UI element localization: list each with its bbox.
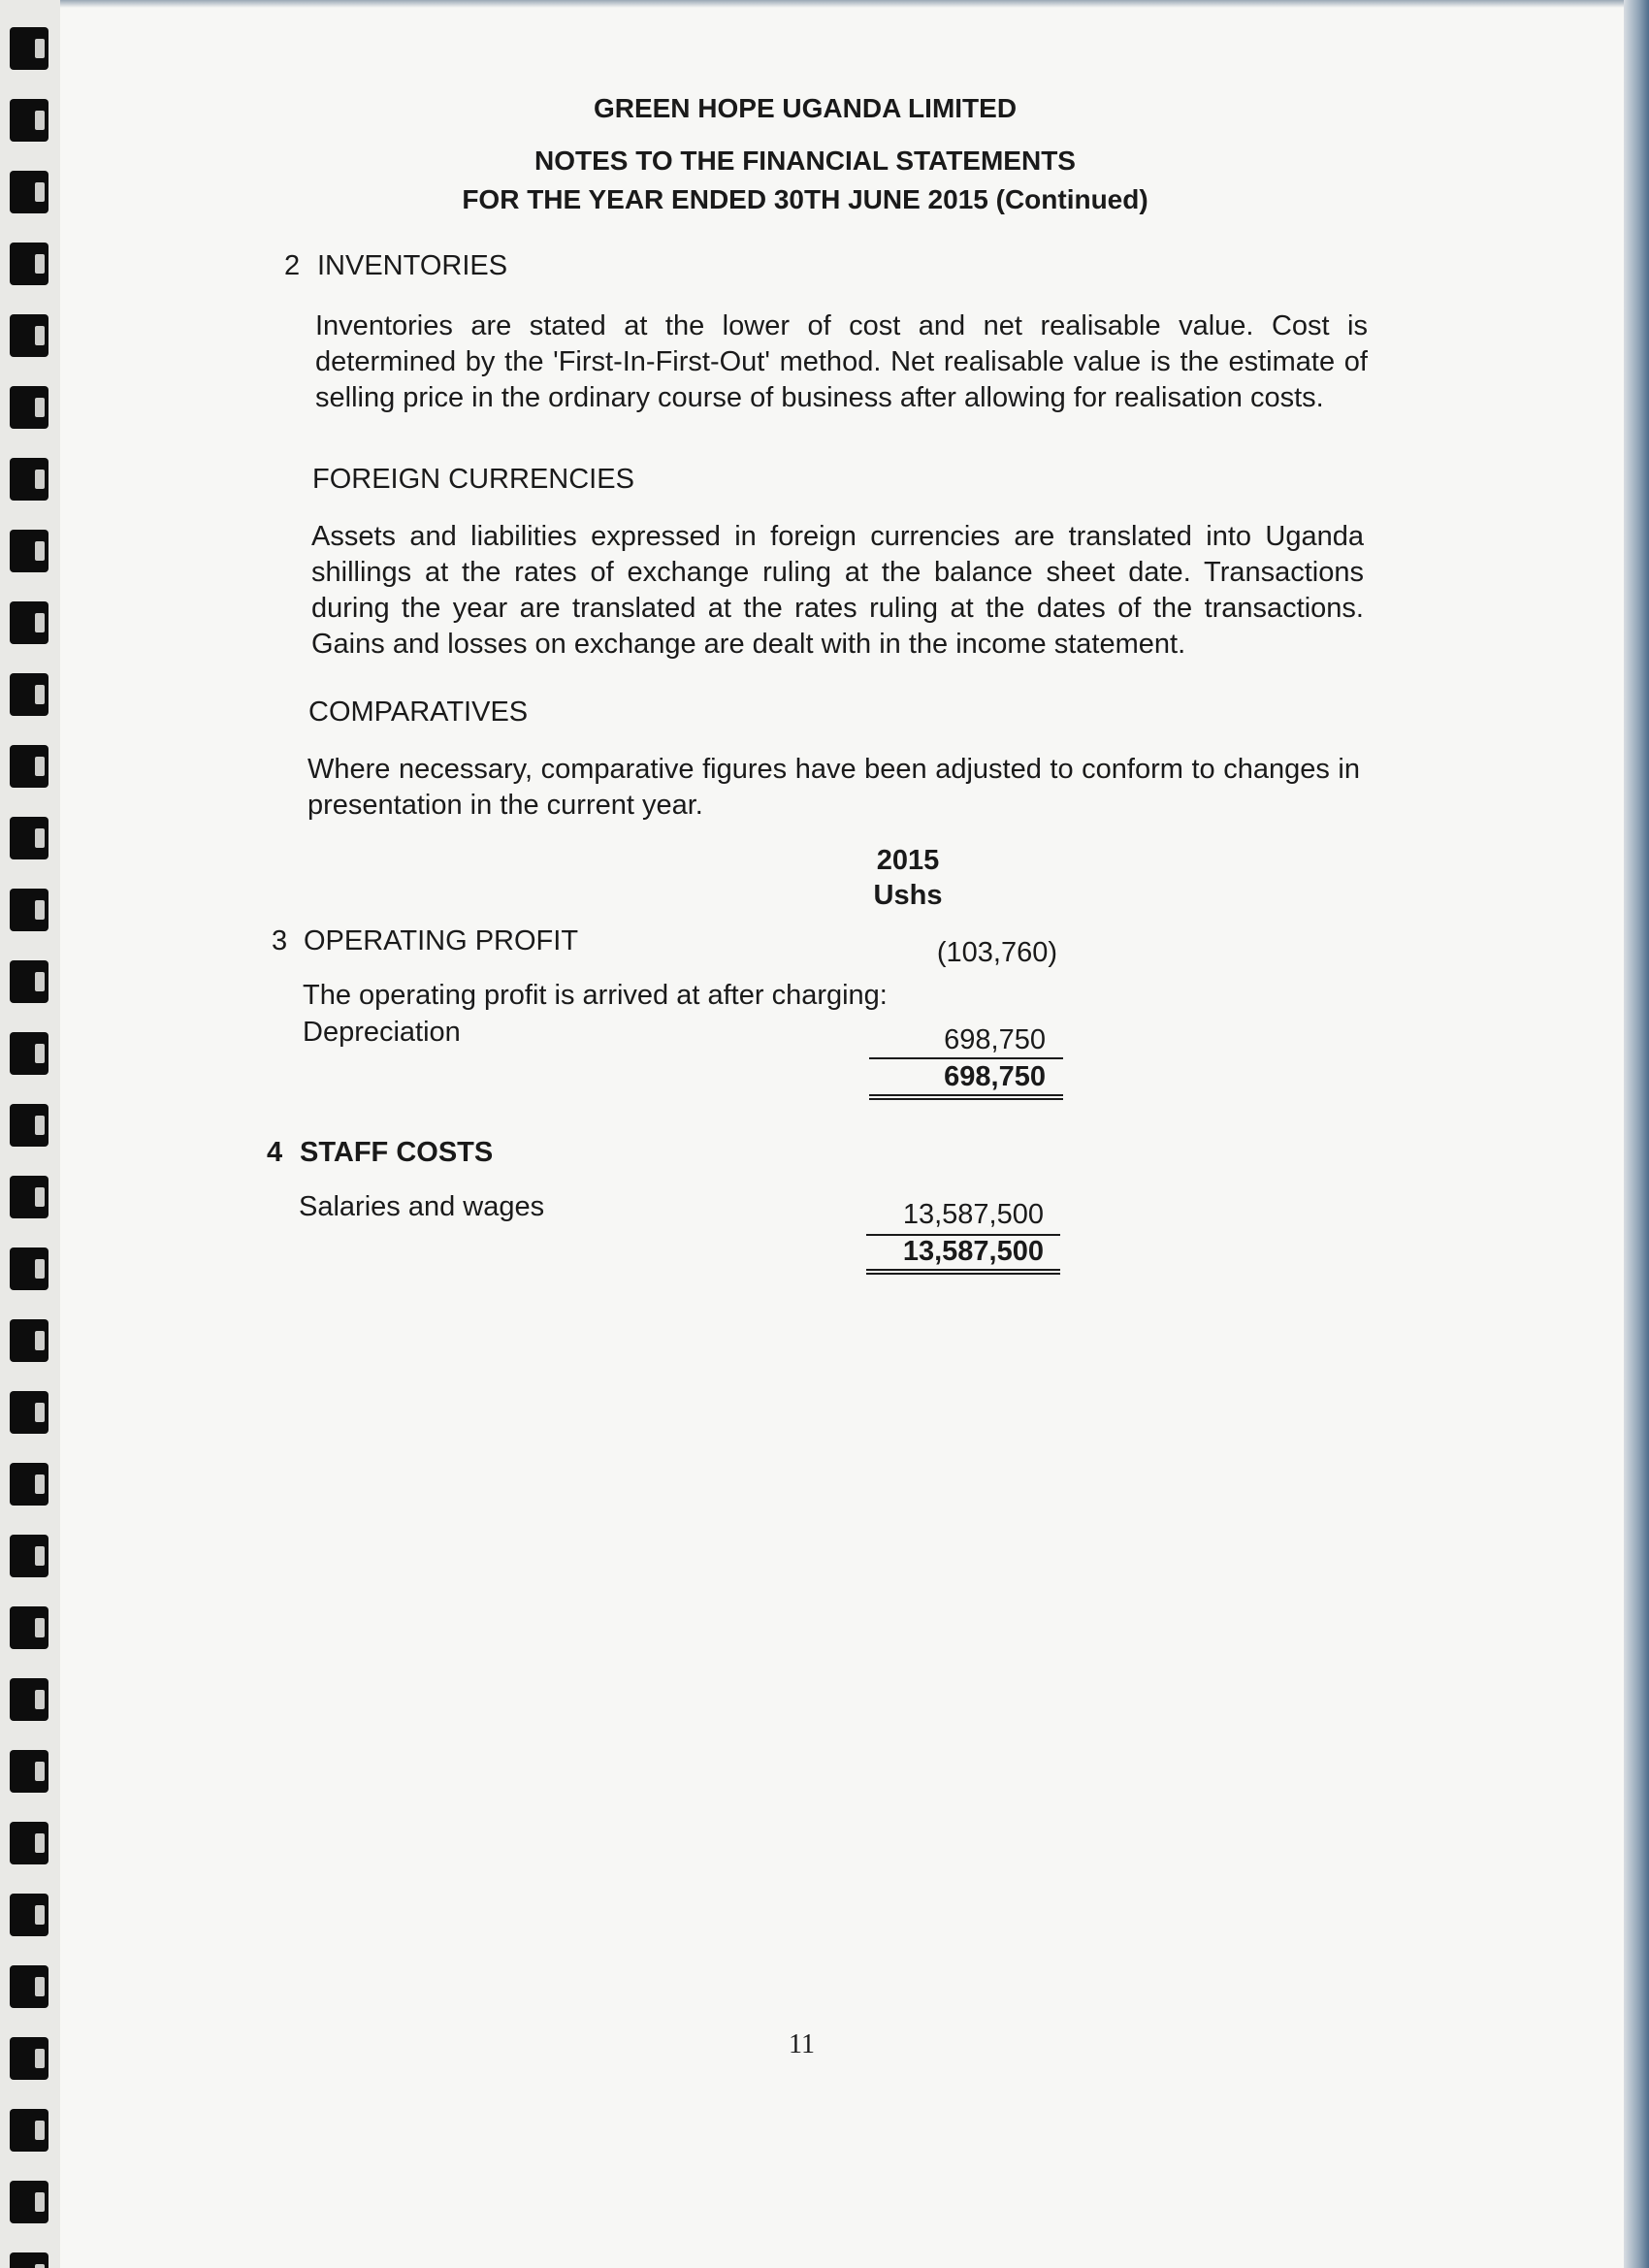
binder-ring [10,1104,48,1147]
binder-hole [35,685,45,704]
binder-hole [35,254,45,274]
operating-profit-value: (103,760) [936,937,1057,968]
binder-ring [10,1894,48,1936]
binder-hole [35,1762,45,1781]
binder-ring [10,2109,48,2152]
binder-ring [10,673,48,716]
document-subtitle: FOR THE YEAR ENDED 30TH JUNE 2015 (Continued) [462,184,1148,214]
depreciation-total: 698,750 [944,1061,1046,1092]
binder-ring [10,1606,48,1649]
binder-hole [35,326,45,345]
binder-hole [35,1474,45,1494]
binder-hole [35,398,45,417]
binder-ring [10,817,48,859]
section-heading-operating-profit: OPERATING PROFIT [304,925,579,956]
binder-hole [35,1187,45,1207]
binder-hole [35,613,45,632]
binder-hole [35,2192,45,2212]
binder-hole [35,182,45,202]
binder-ring [10,1463,48,1506]
page-number: 11 [789,2029,815,2059]
section-heading-inventories: INVENTORIES [317,250,508,281]
salaries-label: Salaries and wages [299,1191,545,1222]
binder-ring [10,745,48,788]
section-heading-foreign-currencies: FOREIGN CURRENCIES [312,464,634,495]
inventories-paragraph: Inventories are stated at the lower of cost and net realisable value. Cost is determined by the 'First-In-First-Out' method. Net realisable value is the estimate of selling price in the ordinary course of business after allowing for realisation costs. [315,310,1368,413]
binder-ring [10,1822,48,1864]
binder-hole [35,900,45,920]
binder-ring [10,1247,48,1290]
binder-hole [35,1546,45,1566]
binder-ring [10,2181,48,2223]
column-year: 2015 [876,845,940,876]
binder-hole [35,541,45,561]
binder-hole [35,828,45,848]
binder-hole [35,1044,45,1063]
binder-hole [35,39,45,58]
foreign-currencies-paragraph: Assets and liabilities expressed in foreign currencies are translated into Uganda shillings at the rates of exchange ruling at the balance sheet date. Transactions during the year are translated at the rates ruling at the dates of the transactions. Gains and losses on exchange are dealt with in the income statement. [311,521,1364,660]
binder-hole [35,1116,45,1135]
binder-ring [10,243,48,285]
section-heading-comparatives: COMPARATIVES [308,697,529,728]
depreciation-total-rule [869,1094,1063,1100]
depreciation-subtotal-rule [869,1057,1063,1059]
binder-hole [35,470,45,489]
binder-ring [10,1535,48,1577]
binder-hole [35,1618,45,1637]
binder-hole [35,757,45,776]
operating-profit-intro: The operating profit is arrived at after charging: [303,980,888,1011]
binder-ring [10,458,48,501]
binder-ring [10,1032,48,1075]
binder-ring [10,2037,48,2080]
binder-ring [10,601,48,644]
binder-hole [35,1259,45,1279]
section-number-operating-profit: 3 [272,925,288,956]
binder-hole [35,111,45,130]
binder-strip [0,0,60,2268]
binder-hole [35,972,45,991]
binder-hole [35,1977,45,1996]
binder-ring [10,1750,48,1793]
binder-ring [10,1319,48,1362]
binder-hole [35,2049,45,2068]
binder-hole [35,1403,45,1422]
binder-ring [10,99,48,142]
page-top-edge [60,0,1624,8]
binder-hole [35,1905,45,1925]
binder-hole [35,2121,45,2140]
salaries-total: 13,587,500 [902,1236,1044,1267]
binder-ring [10,314,48,357]
binder-hole [35,1690,45,1709]
company-name: GREEN HOPE UGANDA LIMITED [593,93,1018,123]
salaries-total-rule [866,1269,1060,1275]
binder-hole [35,1833,45,1853]
page-right-edge [1624,0,1649,2268]
binder-ring [10,1391,48,1434]
binder-ring [10,27,48,70]
depreciation-label: Depreciation [303,1017,461,1048]
binder-ring [10,2252,48,2268]
depreciation-value: 698,750 [944,1024,1046,1055]
column-currency: Ushs [873,880,943,911]
section-heading-staff-costs: STAFF COSTS [300,1137,494,1168]
binder-hole [35,2264,45,2268]
binder-ring [10,171,48,213]
binder-ring [10,1965,48,2008]
binder-ring [10,1678,48,1721]
binder-hole [35,1331,45,1350]
binder-ring [10,960,48,1003]
comparatives-paragraph: Where necessary, comparative figures have been adjusted to conform to changes in presentation in the current year. [307,754,1360,821]
binder-ring [10,386,48,429]
section-number-staff-costs: 4 [267,1137,283,1168]
salaries-value: 13,587,500 [902,1199,1044,1230]
binder-ring [10,889,48,931]
binder-ring [10,530,48,572]
section-number-inventories: 2 [284,250,301,281]
document-title: NOTES TO THE FINANCIAL STATEMENTS [534,146,1076,176]
binder-ring [10,1176,48,1218]
